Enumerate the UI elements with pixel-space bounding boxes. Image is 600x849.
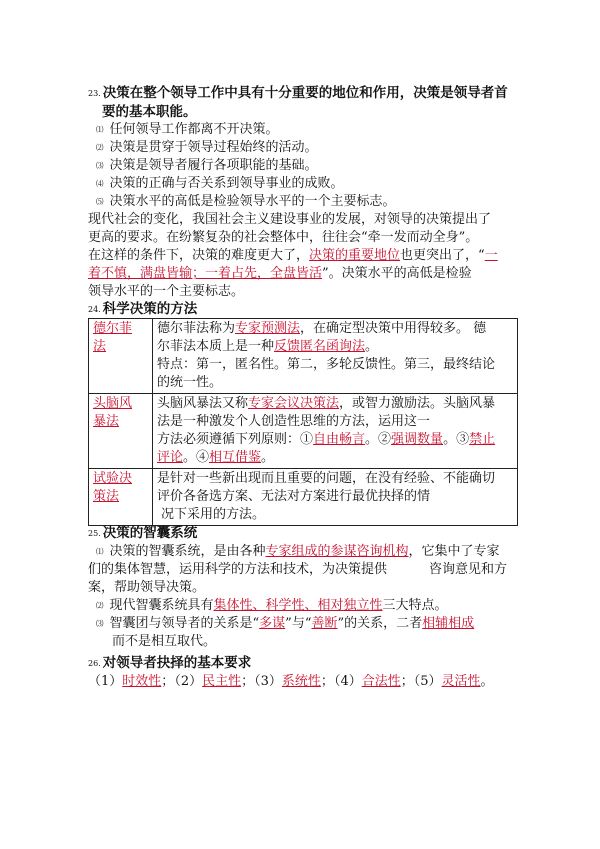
- section-23-heading-cont: 要的基本职能。: [102, 104, 197, 120]
- method-desc-cell: 是针对一些新出现而且重要的问题，在没有经验、不能确切 评价各备选方案、无法对方案进行最优抉择的情 况下采用的方法。: [153, 469, 518, 526]
- list-item: ⑶ 智囊团与领导者的关系是“多谋”与“善断”的关系，二者相辅相成: [96, 616, 475, 631]
- section-25-heading: 25. 决策的智囊系统: [88, 525, 198, 541]
- list-item: ⑶ 决策是领导者履行各项职能的基础。: [96, 158, 318, 173]
- highlight-text: 一: [484, 248, 498, 263]
- section-23-heading: 23. 决策在整个领导工作中具有十分重要的地位和作用，决策是领导者首: [88, 85, 508, 101]
- list-item: ⑵ 决策是贯穿于领导过程始终的活动。: [96, 140, 318, 155]
- method-desc-cell: 德尔菲法称为专家预测法，在确定型决策中用得较多。 德 尔菲法本质上是一种反馈匿名函询法。 特点：第一，匿名性。第二，多轮反馈性。第三，最终结论 的统一性。: [153, 319, 518, 394]
- section-23: [88, 84, 528, 301]
- paragraph-line: 而不是相互取代。: [112, 634, 217, 649]
- highlight-text: 着不慎，满盘皆输；一着占先，全盘皆活: [88, 266, 323, 281]
- list-item: ⑴ 决策的智囊系统，是由各种专家组成的参谋咨询机构，它集中了专家: [96, 544, 500, 559]
- section-24-heading: 24. 科学决策的方法: [88, 301, 198, 317]
- paragraph-line: 现代社会的变化，我国社会主义建设事业的发展，对领导的决策提出了: [88, 212, 492, 227]
- table-row: [89, 469, 518, 526]
- list-item: ⑸ 决策水平的高低是检验领导水平的一个主要标志。: [96, 194, 396, 209]
- list-item: ⑵ 现代智囊系统具有集体性、科学性、相对独立性三大特点。: [96, 598, 448, 613]
- section-26-heading: 26. 对领导者抉择的基本要求: [88, 655, 252, 671]
- paragraph-line: 领导水平的一个主要标志。: [88, 284, 245, 299]
- list-item: ⑴ 任何领导工作都离不开决策。: [96, 122, 279, 137]
- table-row: [89, 394, 518, 469]
- paragraph-line: 案，帮助领导决策。: [88, 580, 206, 595]
- section-25: [88, 524, 528, 651]
- highlight-text: 决策的重要地位: [309, 248, 401, 263]
- paragraph-line: 们的集体智慧，运用科学的方法和技术，为决策提供 咨询意见和方: [88, 562, 508, 577]
- method-desc-cell: 头脑风暴法又称专家会议决策法，或智力激励法。头脑风暴 法是一种激发个人创造性思维的方法，运用这一 方法必须遵循下列原则：①自由畅言。②强调数量。③禁止 评论。④相互借鉴。: [153, 394, 518, 469]
- method-name-cell: 德尔菲 法: [89, 319, 153, 394]
- paragraph-line: 更高的要求。在纷繁复杂的社会整体中，往往会“牵一发而动全身”。: [88, 230, 479, 245]
- paragraph-line: 在这样的条件下，决策的难度更大了，决策的重要地位也更突出了，“一: [88, 248, 498, 263]
- methods-table: [88, 318, 518, 526]
- table-row: [89, 319, 518, 394]
- method-name-cell: 头脑风 暴法: [89, 394, 153, 469]
- section-26: [88, 654, 528, 691]
- list-item: ⑷ 决策的正确与否关系到领导事业的成败。: [96, 176, 344, 191]
- method-name-cell: 试验决 策法: [89, 469, 153, 526]
- requirements-line: （1）时效性；（2）民主性；（3）系统性；（4）合法性；（5）灵活性。: [88, 674, 494, 689]
- paragraph-line: 着不慎，满盘皆输；一着占先，全盘皆活”。决策水平的高低是检验: [88, 266, 472, 281]
